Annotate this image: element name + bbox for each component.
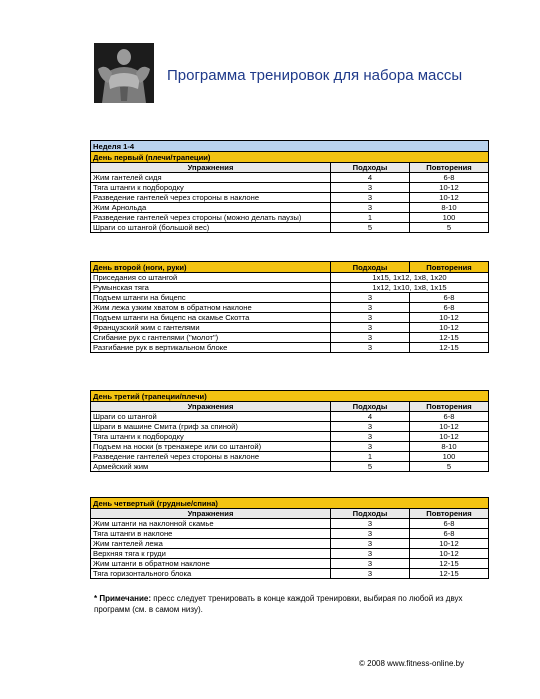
table-row <box>91 313 489 323</box>
reps-cell: 10-12 <box>410 183 489 193</box>
exercise-cell: Тяга штанги в наклоне <box>91 529 331 539</box>
table-row <box>91 529 489 539</box>
sets-cell: 1 <box>331 452 410 462</box>
exercise-cell: Приседания со штангой <box>91 273 331 283</box>
exercise-cell: Французский жим с гантелями <box>91 323 331 333</box>
exercise-cell: Румынская тяга <box>91 283 331 293</box>
table-row <box>91 303 489 313</box>
table-row <box>91 293 489 303</box>
sets-cell: 3 <box>331 569 410 579</box>
footer-copyright: © 2008 www.fitness-online.by <box>359 659 465 668</box>
reps-cell: 8-10 <box>410 203 489 213</box>
sets-cell: 3 <box>331 203 410 213</box>
reps-cell: 6-8 <box>410 412 489 422</box>
table-row <box>91 432 489 442</box>
reps-cell: 12-15 <box>410 333 489 343</box>
exercise-cell: Разведение гантелей через стороны (можно делать паузы) <box>91 213 331 223</box>
day-title: День третий (трапеции/плечи) <box>91 391 489 402</box>
reps-cell: 12-15 <box>410 569 489 579</box>
day-3-table <box>90 390 489 472</box>
exercise-cell: Разведение гантелей через стороны в наклоне <box>91 452 331 462</box>
col-header-sets: Подходы <box>331 163 410 173</box>
exercise-cell: Жим лежа узким хватом в обратном наклоне <box>91 303 331 313</box>
exercise-cell: Тяга штанги к подбородку <box>91 432 331 442</box>
reps-cell: 8-10 <box>410 442 489 452</box>
table-row <box>91 549 489 559</box>
week-label: Неделя 1-4 <box>91 141 489 152</box>
table-row <box>91 412 489 422</box>
sets-cell: 5 <box>331 462 410 472</box>
reps-cell: 5 <box>410 462 489 472</box>
reps-cell: 100 <box>410 213 489 223</box>
table-row <box>91 452 489 462</box>
col-header-sets: Подходы <box>331 402 410 412</box>
exercise-cell: Верхняя тяга к груди <box>91 549 331 559</box>
reps-cell: 10-12 <box>410 539 489 549</box>
table-row <box>91 333 489 343</box>
col-header-sets: Подходы <box>331 509 410 519</box>
reps-cell: 1x12, 1x10, 1x8, 1x15 <box>331 283 489 293</box>
table-row <box>91 442 489 452</box>
table-row <box>91 569 489 579</box>
day-1-table <box>90 140 489 233</box>
reps-cell: 12-15 <box>410 343 489 353</box>
col-header-sets: Подходы <box>331 262 410 273</box>
sets-cell: 3 <box>331 529 410 539</box>
table-row <box>91 193 489 203</box>
table-row <box>91 183 489 193</box>
day-title: День четвертый (грудные/спина) <box>91 498 489 509</box>
exercise-cell: Разгибание рук в вертикальном блоке <box>91 343 331 353</box>
reps-cell: 5 <box>410 223 489 233</box>
table-row <box>91 223 489 233</box>
table-row <box>91 203 489 213</box>
col-header-reps: Повторения <box>410 163 489 173</box>
sets-cell: 3 <box>331 422 410 432</box>
note <box>94 593 484 615</box>
sets-cell: 1 <box>331 213 410 223</box>
col-header-reps: Повторения <box>410 262 489 273</box>
sets-cell: 3 <box>331 303 410 313</box>
sets-cell: 3 <box>331 559 410 569</box>
table-row <box>91 519 489 529</box>
table-row <box>91 273 489 283</box>
table-row <box>91 559 489 569</box>
sets-cell: 3 <box>331 549 410 559</box>
sets-cell: 3 <box>331 539 410 549</box>
page-title: Программа тренировок для набора массы <box>167 67 463 84</box>
reps-cell: 6-8 <box>410 519 489 529</box>
exercise-cell: Подъем штанги на бицепс на скамье Скотта <box>91 313 331 323</box>
exercise-cell: Армейский жим <box>91 462 331 472</box>
note-text: пресс следует тренировать в конце каждой тренировки, выбирая по любой из двух программ (см. в самом низу). <box>94 594 463 614</box>
exercise-cell: Подъем штанги на бицепс <box>91 293 331 303</box>
table-row <box>91 323 489 333</box>
sets-cell: 3 <box>331 323 410 333</box>
table-row <box>91 173 489 183</box>
reps-cell: 10-12 <box>410 432 489 442</box>
col-header-exercise: Упражнения <box>91 509 331 519</box>
exercise-cell: Жим гантелей лежа <box>91 539 331 549</box>
col-header-exercise: Упражнения <box>91 402 331 412</box>
sets-cell: 3 <box>331 293 410 303</box>
reps-cell: 10-12 <box>410 549 489 559</box>
sets-cell: 4 <box>331 412 410 422</box>
reps-cell: 10-12 <box>410 323 489 333</box>
table-row <box>91 283 489 293</box>
day-title: День второй (ноги, руки) <box>91 262 331 273</box>
reps-cell: 6-8 <box>410 529 489 539</box>
sets-cell: 3 <box>331 313 410 323</box>
exercise-cell: Сгибание рук с гантелями ("молот") <box>91 333 331 343</box>
table-row <box>91 213 489 223</box>
sets-cell: 3 <box>331 183 410 193</box>
reps-cell: 1x15, 1x12, 1x8, 1x20 <box>331 273 489 283</box>
reps-cell: 10-12 <box>410 193 489 203</box>
table-row <box>91 539 489 549</box>
table-row <box>91 343 489 353</box>
day-4-table <box>90 497 489 579</box>
table-row <box>91 422 489 432</box>
col-header-reps: Повторения <box>410 402 489 412</box>
exercise-cell: Подъем на носки (в тренажере или со штангой) <box>91 442 331 452</box>
reps-cell: 10-12 <box>410 422 489 432</box>
exercise-cell: Жим штанги в обратном наклоне <box>91 559 331 569</box>
sets-cell: 4 <box>331 173 410 183</box>
sets-cell: 3 <box>331 343 410 353</box>
reps-cell: 12-15 <box>410 559 489 569</box>
sets-cell: 3 <box>331 432 410 442</box>
sets-cell: 5 <box>331 223 410 233</box>
sets-cell: 3 <box>331 442 410 452</box>
reps-cell: 6-8 <box>410 173 489 183</box>
reps-cell: 100 <box>410 452 489 462</box>
exercise-cell: Шраги в машине Смита (гриф за спиной) <box>91 422 331 432</box>
exercise-cell: Жим гантелей сидя <box>91 173 331 183</box>
reps-cell: 6-8 <box>410 303 489 313</box>
exercise-cell: Жим Арнольда <box>91 203 331 213</box>
exercise-cell: Тяга горизонтального блока <box>91 569 331 579</box>
bodybuilder-photo <box>94 43 154 103</box>
col-header-exercise: Упражнения <box>91 163 331 173</box>
note-label: * Примечание: <box>94 594 152 603</box>
sets-cell: 3 <box>331 333 410 343</box>
day-2-table <box>90 261 489 353</box>
day-title: День первый (плечи/трапеции) <box>91 152 489 163</box>
table-row <box>91 462 489 472</box>
col-header-reps: Повторения <box>410 509 489 519</box>
reps-cell: 6-8 <box>410 293 489 303</box>
exercise-cell: Тяга штанги к подбородку <box>91 183 331 193</box>
sets-cell: 3 <box>331 193 410 203</box>
sets-cell: 3 <box>331 519 410 529</box>
exercise-cell: Шраги со штангой <box>91 412 331 422</box>
exercise-cell: Жим штанги на наклонной скамье <box>91 519 331 529</box>
exercise-cell: Разведение гантелей через стороны в наклоне <box>91 193 331 203</box>
exercise-cell: Шраги со штангой (большой вес) <box>91 223 331 233</box>
reps-cell: 10-12 <box>410 313 489 323</box>
